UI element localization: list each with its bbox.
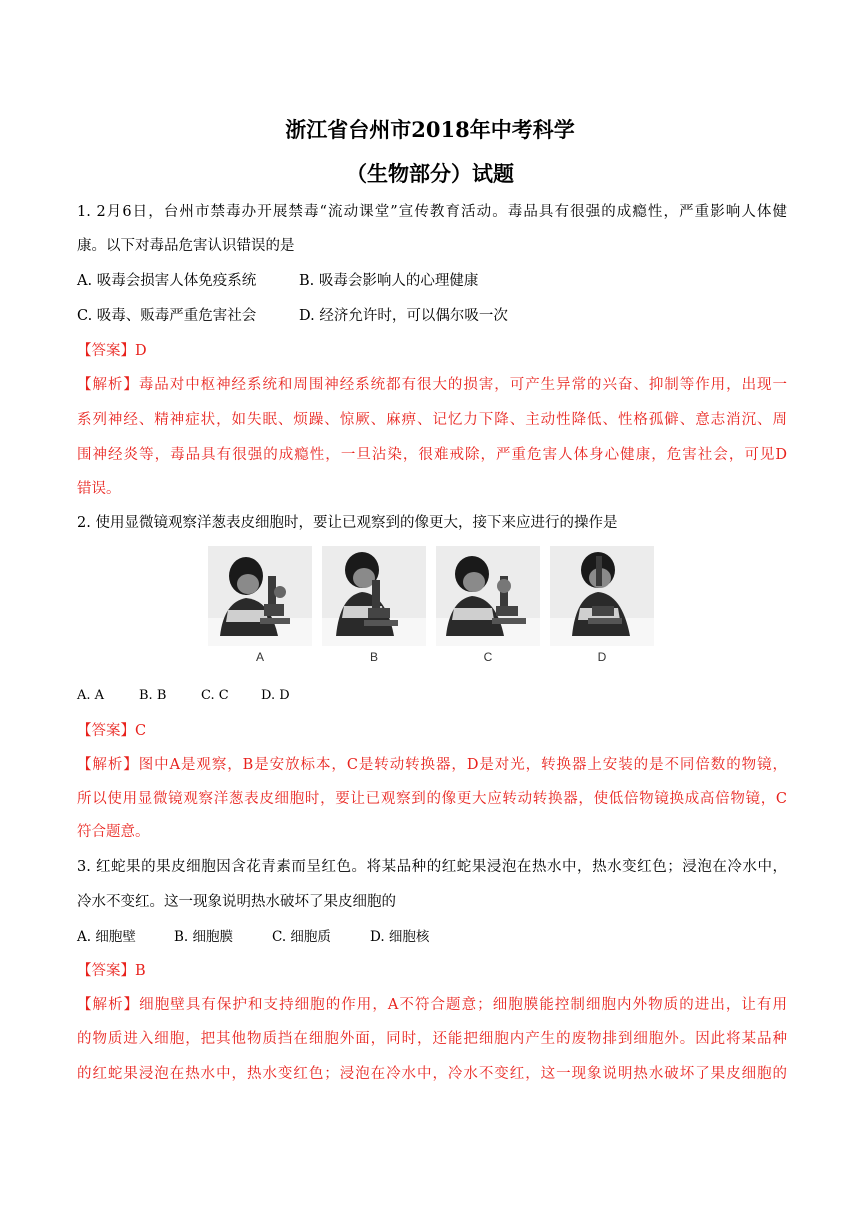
q1-analysis-line: 系列神经、精神症状，如失眠、烦躁、惊厥、麻痹、记忆力下降、主动性降低、性格孤僻、意志消沉、周 [77,412,787,428]
q1-option-d: D. 经济允许时，可以偶尔吸一次 [299,308,508,324]
q1-stem-line2: 康。以下对毒品危害认识错误的是 [77,238,295,254]
q1-stem-line1: 1. 2月6日，台州市禁毒办开展禁毒“流动课堂”宣传教育活动。毒品具有很强的成瘾性，严重影响人体健 [77,204,787,220]
q2-analysis-line: 【解析】图中A是观察，B是安放标本，C是转动转换器，D是对光，转换器上安装的是不同倍数的物镜， [77,757,787,773]
q1-answer: 【答案】D [77,343,147,359]
q1-options-row1 [77,271,787,291]
q3-analysis-line: 【解析】细胞壁具有保护和支持细胞的作用，A不符合题意；细胞膜能控制细胞内外物质的进出，让有用 [77,997,787,1013]
q3-stem-line2: 冷水不变红。这一现象说明热水破坏了果皮细胞的 [77,894,396,910]
page-subtitle: （生物部分）试题 [346,161,514,186]
q3-analysis-line: 的物质进入细胞，把其他物质挡在细胞外面，同时，还能把细胞内产生的废物排到细胞外。因此将某品种 [77,1031,787,1047]
q3-stem-line1: 3. 红蛇果的果皮细胞因含花青素而呈红色。将某品种的红蛇果浸泡在热水中，热水变红色；浸泡在冷水中， [77,859,787,875]
photo-label-c: C [483,650,493,664]
q2-answer: 【答案】C [77,723,147,739]
q3-option-c: C. 细胞质 [272,929,331,945]
photo-label-d: D [597,650,607,664]
page-title: 浙江省台州市2018年中考科学 [285,117,575,142]
q3-options [77,927,787,947]
q2-option-c: C. C [201,688,229,703]
q2-stem: 2. 使用显微镜观察洋葱表皮细胞时，要让已观察到的像更大，接下来应进行的操作是 [77,515,618,531]
q1-analysis-line: 围神经炎等，毒品具有很强的成瘾性，一旦沾染，很难戒除，严重危害人体身心健康，危害社会，可见D [77,447,787,463]
q1-options-row2 [77,306,787,326]
q2-option-d: D. D [261,688,290,703]
q2-analysis-line: 符合题意。 [77,824,150,840]
q2-option-b: B. B [139,688,167,703]
q2-options [77,686,787,706]
q3-option-a: A. 细胞壁 [77,929,136,945]
photo-c [436,546,540,646]
q3-answer: 【答案】B [77,963,146,979]
photo-label-a: A [255,650,264,664]
q1-option-b: B. 吸毒会影响人的心理健康 [299,273,479,289]
q2-analysis-line: 所以使用显微镜观察洋葱表皮细胞时，要让已观察到的像更大应转动转换器，使低倍物镜换成高倍物镜，C [77,791,787,807]
q3-option-b: B. 细胞膜 [174,929,234,945]
photo-b [322,546,426,646]
q2-option-a: A. A [77,688,105,703]
q1-analysis-line: 错误。 [77,481,121,497]
q1-option-c: C. 吸毒、贩毒严重危害社会 [77,308,257,324]
microscope-figure [208,546,656,670]
q3-analysis-line: 的红蛇果浸泡在热水中，热水变红色；浸泡在冷水中，冷水不变红，这一现象说明热水破坏了果皮细胞的 [77,1066,787,1082]
photo-a [208,546,312,646]
photo-d [550,546,654,646]
photo-label-b: B [369,650,378,664]
q1-analysis-line: 【解析】毒品对中枢神经系统和周围神经系统都有很大的损害，可产生异常的兴奋、抑制等作用，出现一 [77,377,787,393]
q1-option-a: A. 吸毒会损害人体免疫系统 [77,273,257,289]
q3-option-d: D. 细胞核 [370,929,430,945]
